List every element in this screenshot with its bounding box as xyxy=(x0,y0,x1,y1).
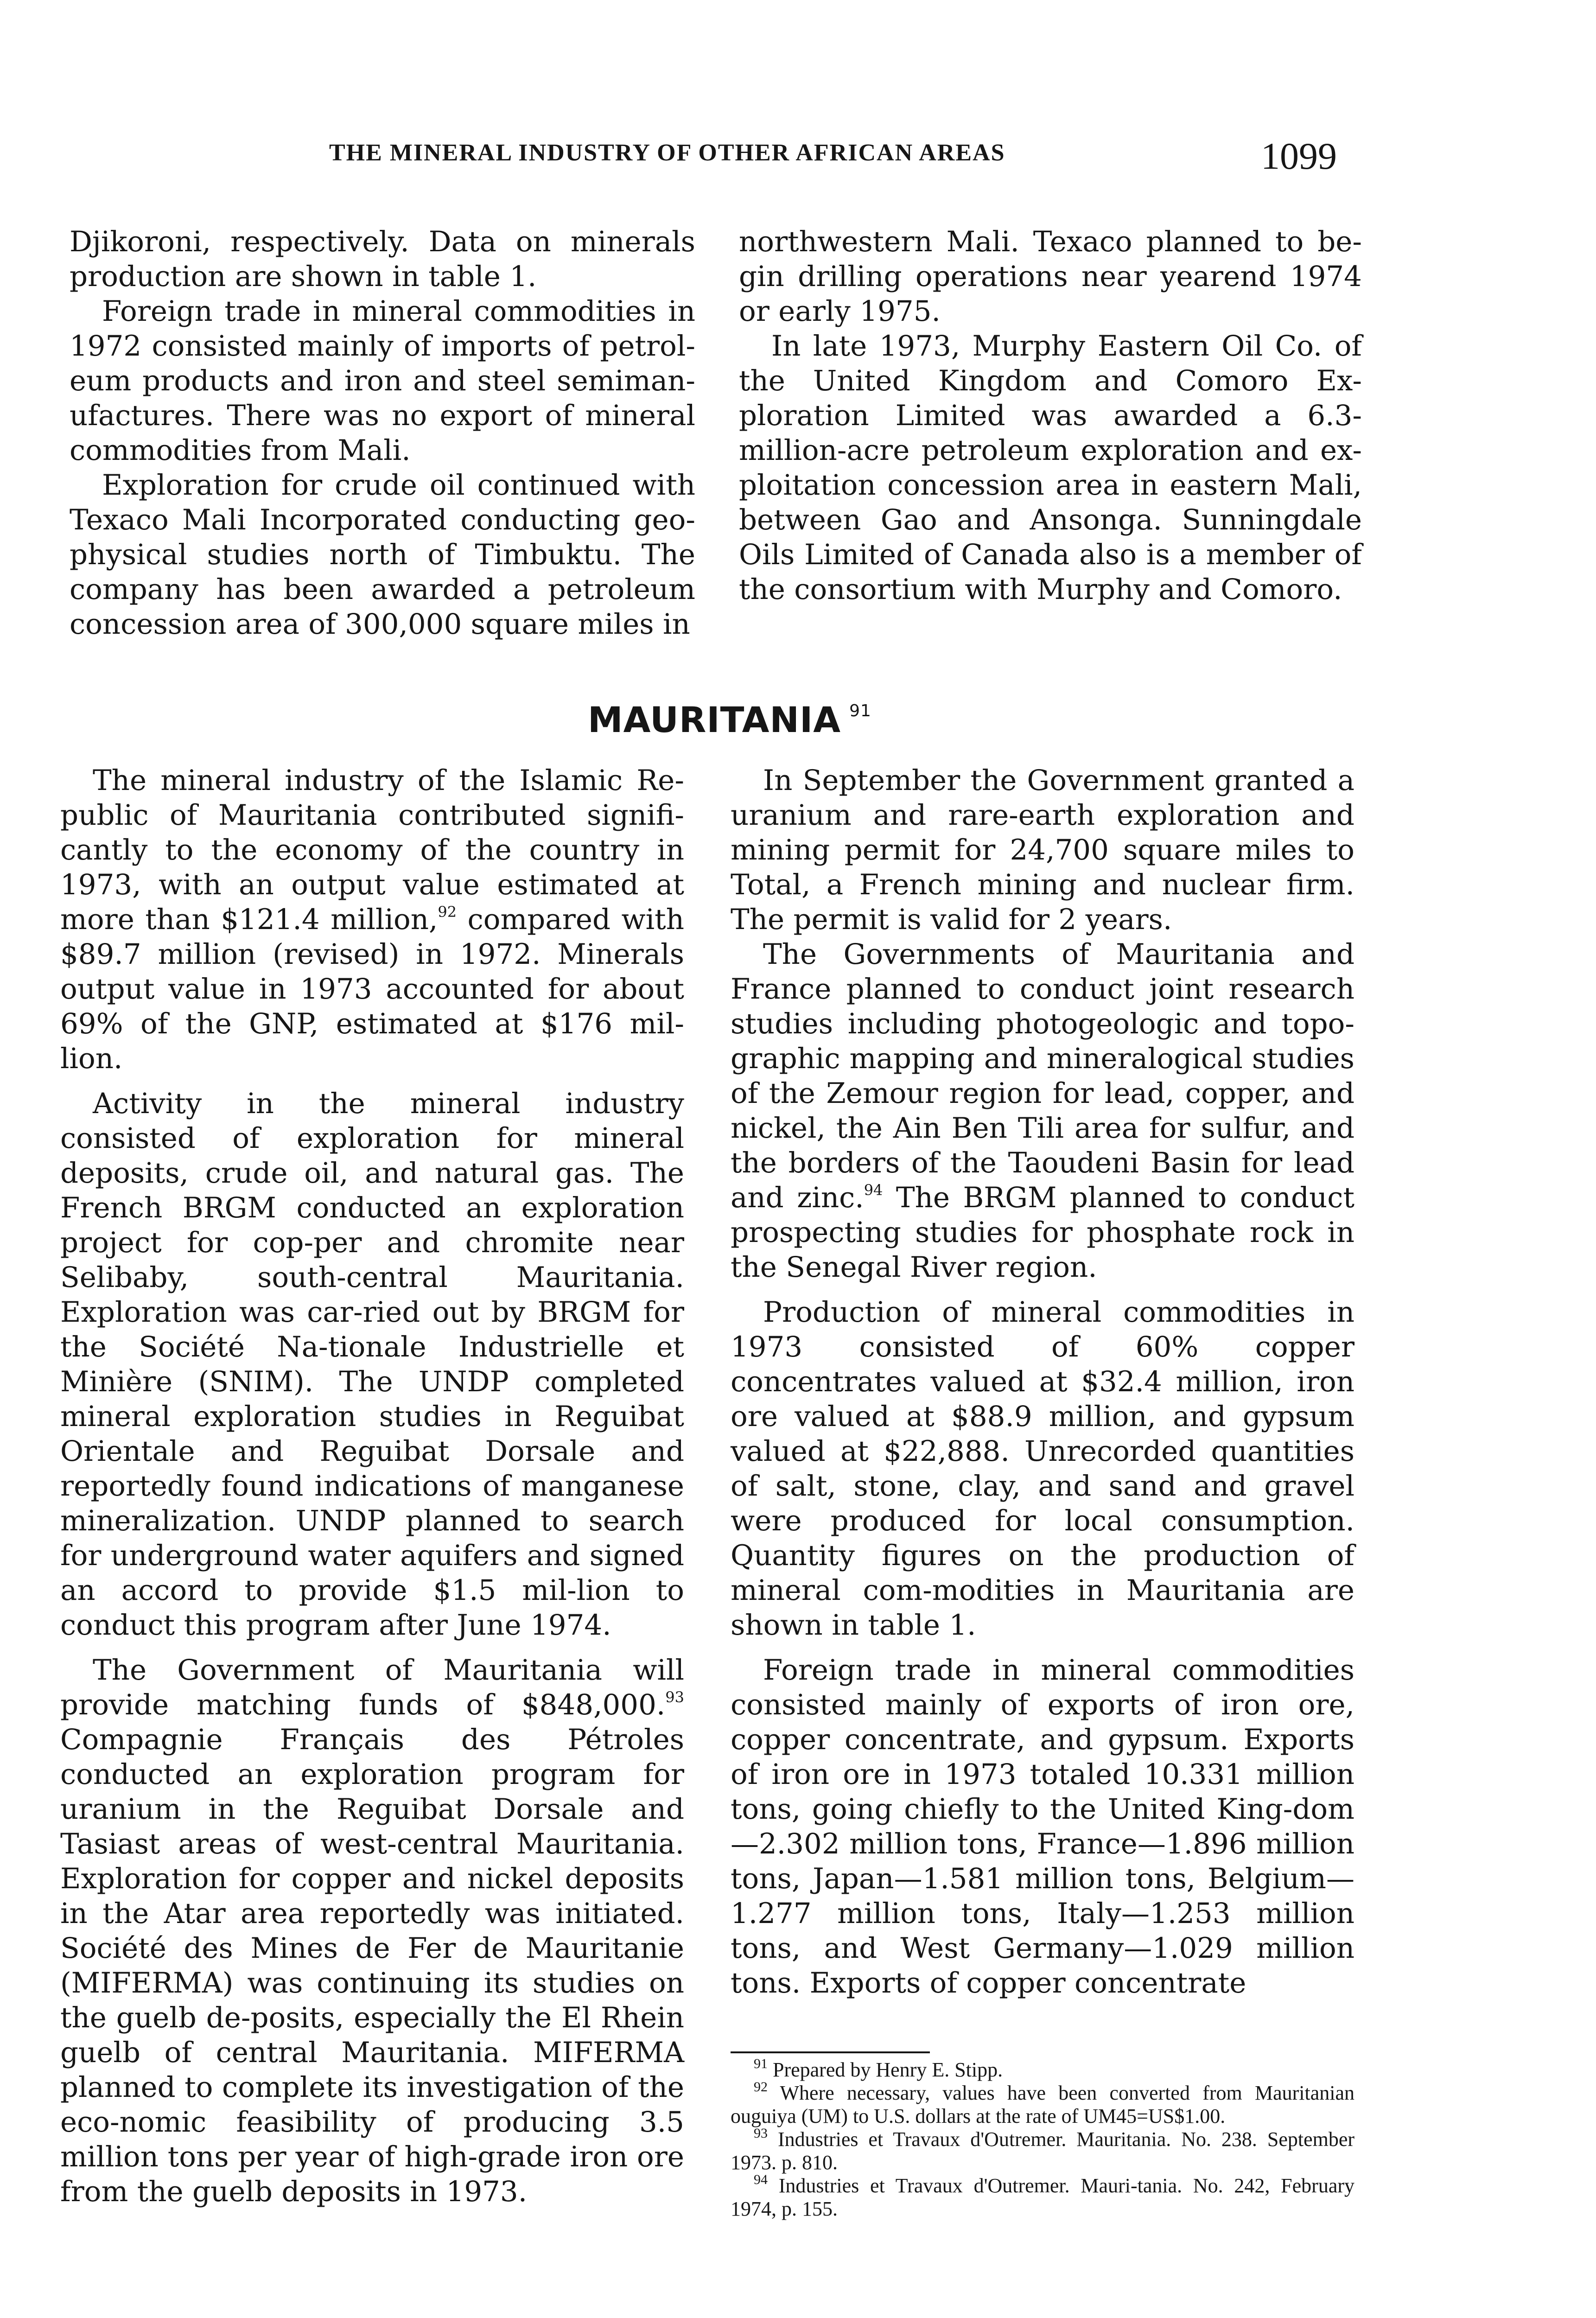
footnote-ref: 92 xyxy=(438,903,457,921)
page-number: 1099 xyxy=(1261,135,1337,177)
paragraph: The Governments of Mauritania and France planned to conduct joint research studies including photogeologic and topo-graphic mapping and mineralogical studies of the Zemour region for lead, copper, and nickel, the Ain Ben Tili area for sulfur, and the borders of the Taoudeni Basin for lead and zinc.$^{94}$ The BRGM planned to conduct prospecting studies for phosphate rock in the Senegal River region. xyxy=(731,938,1354,1284)
footnote: $^{91}$ Prepared by Henry E. Stipp. xyxy=(754,2056,1003,2081)
footnote: $^{93}$ Industries et Travaux d'Outremer. Mauritania. No. 238. September 1973. p. 810. xyxy=(731,2126,1355,2174)
mauritania-column-left xyxy=(60,763,684,2209)
paragraph: Activity in the mineral industry consisted of exploration for mineral deposits, crude oil, and natural gas. The French BRGM conducted an exploration project for cop-per and chromite near Selibaby, south-central Mauritania. Exploration was car-ried out by BRGM for the Société Na-tionale Industrielle et Minière (SNIM). The UNDP completed mineral exploration studies in Reguibat Orientale and Reguibat Dorsale and reportedly found indications of manganese mineralization. UNDP planned to search for underground water aquifers and signed an accord to provide $1.5 mil-lion to conduct this program after June 1974. xyxy=(60,1087,685,1642)
footnote-rule xyxy=(731,2051,930,2053)
paragraph: Production of mineral commodities in 1973 consisted of 60% copper concentrates valued at $32.4 million, iron ore valued at $88.9 million, and gypsum valued at $22,888. Unrecorded quantities of salt, stone, clay, and sand and gravel were produced for local consumption. Quantity figures on the production of mineral com-modities in Mauritania are shown in table 1. xyxy=(731,1296,1355,1642)
paragraph: Exploration for crude oil continued with Texaco Mali Incorporated conducting geo-physical studies north of Timbuktu. The company has been awarded a petroleum concession area of 300,000 square miles in xyxy=(70,469,695,641)
mali-column-left xyxy=(70,224,695,642)
footnotes xyxy=(731,2058,1354,2221)
footnote-ref: 91 xyxy=(849,701,871,720)
section-title: MAURITANIA xyxy=(588,699,841,740)
paragraph: In late 1973, Murphy Eastern Oil Co. of the United Kingdom and Comoro Ex-ploration Limited was awarded a 6.3-million-acre petroleum exploration and ex-ploitation concession area in eastern Mali, between Gao and Ansonga. Sunningdale Oils Limited of Canada also is a member of the consortium with Murphy and Comoro. xyxy=(739,330,1362,606)
mauritania-column-right xyxy=(731,763,1354,2000)
paragraph: In September the Government granted a uranium and rare-earth exploration and mining permit for 24,700 square miles to Total, a French mining and nuclear firm. The permit is valid for 2 years. xyxy=(731,764,1354,936)
footnote-ref: 94 xyxy=(864,1181,883,1199)
paragraph: Foreign trade in mineral commodities in 1972 consisted mainly of imports of petrol-eum products and iron and steel semiman-ufactures. There was no export of mineral commodities from Mali. xyxy=(70,295,695,467)
paragraph: Foreign trade in mineral commodities consisted mainly of exports of iron ore, copper concentrate, and gypsum. Exports of iron ore in 1973 totaled 10.331 million tons, going chiefly to the United King-dom—2.302 million tons, France—1.896 million tons, Japan—1.581 million tons, Belgium—1.277 million tons, Italy—1.253 million tons, and West Germany—1.029 million tons. Exports of copper concentrate xyxy=(731,1654,1355,2000)
paragraph: Djikoroni, respectively. Data on minerals production are shown in table 1. xyxy=(70,225,695,293)
footnote: $^{92}$ Where necessary, values have been converted from Mauritanian ouguiya (UM) to U.S. dollars at the rate of UM45=US$1.00. xyxy=(731,2079,1354,2127)
footnote-ref: 93 xyxy=(665,1688,684,1706)
running-head: THE MINERAL INDUSTRY OF OTHER AFRICAN AREAS xyxy=(329,140,1005,166)
paragraph: The Government of Mauritania will provide matching funds of $848,000.93 Compagnie Français des Pétroles conducted an exploration program for uranium in the Reguibat Dorsale and Tasiast areas of west-central Mauritania. Exploration for copper and nickel deposits in the Atar area reportedly was initiated. Société des Mines de Fer de Mauritanie (MIFERMA) was continuing its studies on the guelb de-posits, especially the El Rhein guelb of central Mauritania. MIFERMA planned to complete its investigation of the eco-nomic feasibility of producing 3.5 million tons per year of high-grade iron ore from the guelb deposits in 1973. xyxy=(60,1654,685,2208)
paragraph: The mineral industry of the Islamic Re-public of Mauritania contributed signifi-cantly to the economy of the country in 1973, with an output value estimated at more than $121.4 million,$^{92}$ compared with $89.7 million (revised) in 1972. Minerals output value in 1973 accounted for about 69% of the GNP, estimated at $176 mil-lion. xyxy=(60,764,684,1075)
footnote: $^{94}$ Industries et Travaux d'Outremer. Mauri-tania. No. 242, February 1974, p. 155. xyxy=(731,2172,1354,2220)
paragraph: northwestern Mali. Texaco planned to be-gin drilling operations near yearend 1974 or early 1975. xyxy=(739,225,1362,328)
mali-column-right xyxy=(739,224,1362,607)
section-heading xyxy=(588,699,871,740)
